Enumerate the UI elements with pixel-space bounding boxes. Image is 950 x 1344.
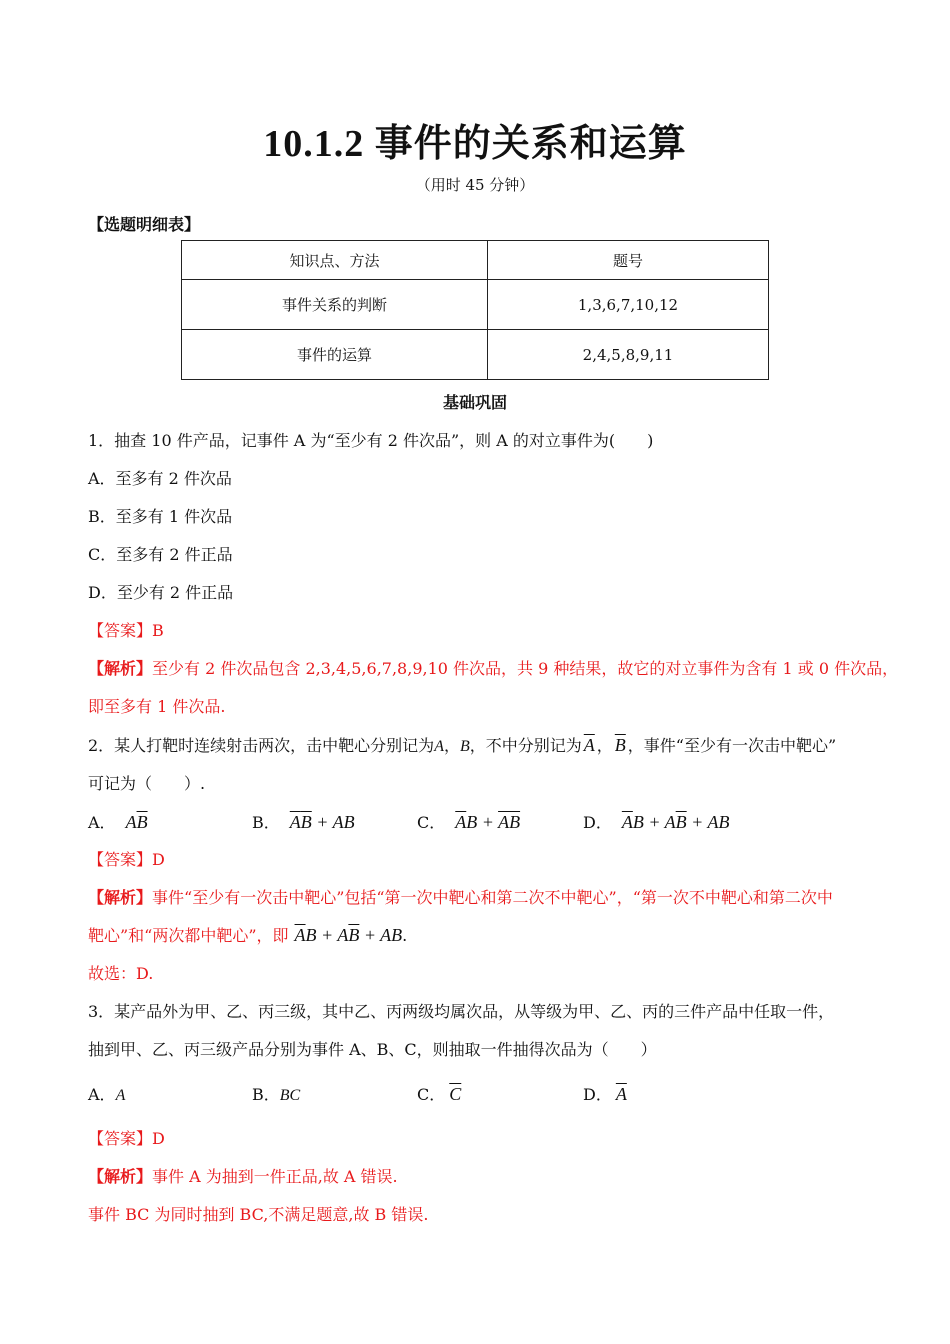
- option-value: $\overline{A}$: [615, 1084, 627, 1104]
- formula: $\overline{A}B + A\overline{B}$ + AB: [621, 812, 730, 832]
- table-cell: 事件的运算: [182, 330, 488, 380]
- analysis-label: 【解析】: [88, 888, 153, 907]
- q3-analysis: [88, 1164, 398, 1187]
- q2-not-b: $\overline{B}$: [614, 735, 626, 755]
- option-label: C．: [417, 813, 446, 832]
- q1-stem: 1．抽查 10 件产品，记事件 A 为“至少有 2 件次品”，则 A 的对立事件为( ): [88, 431, 654, 450]
- q2-option-d: [583, 810, 729, 833]
- q3-answer: 【答案】D: [88, 1129, 165, 1148]
- option-label: A．: [88, 1085, 116, 1104]
- q3-stem: 3．某产品外为甲、乙、丙三级，其中乙、丙两级均属次品，从等级为甲、乙、丙的三件产品中任取一件，: [88, 1002, 835, 1021]
- q2-option-a: [88, 810, 148, 833]
- option-value: $\overline{C}$: [449, 1084, 462, 1104]
- option-label: D．: [583, 813, 612, 832]
- q2-answer: 【答案】D: [88, 850, 165, 869]
- option-label: D．: [583, 1085, 612, 1104]
- q1-answer: 【答案】B: [88, 621, 164, 640]
- option-label: B．: [252, 1085, 280, 1104]
- q2-analysis-line3: 故选：D.: [88, 964, 154, 983]
- table-row: [182, 330, 769, 380]
- q1-analysis-line2: 即至多有 1 件次品.: [88, 697, 226, 716]
- q2-stem-part: ，事件“至少有一次击中靶心”: [627, 736, 837, 755]
- q2-stem-part: 2．某人打靶时连续射击两次，击中靶心分别记为: [88, 736, 435, 755]
- table-row: [182, 280, 769, 330]
- option-label: C．: [417, 1085, 446, 1104]
- q3-analysis-text: 事件 A 为抽到一件正品,故 A 错误.: [152, 1167, 398, 1186]
- q1-option-a: A．至多有 2 件次品: [88, 469, 232, 488]
- table-caption: 【选题明细表】: [88, 215, 201, 234]
- q2-analysis: [88, 885, 833, 908]
- q3-option-c: [417, 1082, 461, 1105]
- q2-stem-line2: 可记为（ ）.: [88, 774, 206, 793]
- table-header-cell: 知识点、方法: [182, 241, 488, 280]
- section-title: 基础巩固: [442, 393, 507, 412]
- topic-table: [181, 240, 769, 380]
- table-header-cell: 题号: [488, 241, 769, 280]
- table-cell: 2,4,5,8,9,11: [488, 330, 769, 380]
- analysis-label: 【解析】: [88, 659, 153, 678]
- analysis-label: 【解析】: [88, 1167, 153, 1186]
- q3-option-a: [88, 1082, 125, 1105]
- q1-analysis-text: 至少有 2 件次品包含 2,3,4,5,6,7,8,9,10 件次品，共 9 种结果，故它的对立事件为含有 1 或 0 件次品，: [152, 659, 899, 678]
- q1-analysis: [88, 656, 898, 679]
- formula: $\overline{A}\overline{B}$ + AB: [289, 812, 355, 832]
- q3-option-d: [583, 1082, 627, 1105]
- table-header-row: [182, 241, 769, 280]
- q3-analysis-line2: 事件 BC 为同时抽到 BC,不满足题意,故 B 错误.: [88, 1205, 429, 1224]
- q2-option-c: [417, 810, 520, 833]
- q2-analysis-text: 事件“至少有一次击中靶心”包括“第一次中靶心和第二次不中靶心”，“第一次不中靶心和第二次中: [152, 888, 833, 907]
- option-value: BC: [279, 1087, 301, 1104]
- page-title: 10.1.2 事件的关系和运算: [263, 123, 687, 165]
- q2-stem: 2．某人打靶时连续射击两次，击中靶心分别记为A，B，不中分别记为 $\overline{A}$ ， $\overline{B}$ ，事件“至少有一次击中靶心”: [88, 735, 837, 755]
- time-limit: （用时 45 分钟）: [415, 176, 535, 194]
- formula: $A\overline{B}$: [125, 812, 148, 832]
- q2-not-a: $\overline{A}$: [583, 735, 595, 755]
- q1-option-b: B．至多有 1 件次品: [88, 507, 233, 526]
- option-value: A: [115, 1087, 126, 1104]
- q2-analysis-text: 靶心”和“两次都中靶心”，即: [88, 926, 289, 945]
- q1-option-c: C．至多有 2 件正品: [88, 545, 233, 564]
- q2-stem-part: ，不中分别记为: [469, 736, 582, 755]
- formula: $\overline{A}B + \overline{AB}$: [455, 812, 521, 832]
- q3-option-b: [252, 1082, 300, 1105]
- q2-comma: ，: [443, 736, 460, 755]
- table-cell: 事件关系的判断: [182, 280, 488, 330]
- formula: $\overline{A}B + A\overline{B}$ + AB: [294, 925, 403, 945]
- table-cell: 1,3,6,7,10,12: [488, 280, 769, 330]
- q2-var-a: A: [434, 738, 444, 755]
- q2-analysis-line2: 靶心”和“两次都中靶心”，即 $\overline{A}B + A\overline{B}$ + AB.: [88, 925, 408, 945]
- q2-option-b: [252, 810, 355, 833]
- option-label: B．: [252, 813, 280, 832]
- q1-option-d: D．至少有 2 件正品: [88, 583, 234, 602]
- q3-stem-line2: 抽到甲、乙、丙三级产品分别为事件 A、B、C，则抽取一件抽得次品为（ ）: [88, 1040, 657, 1059]
- option-label: A．: [88, 813, 116, 832]
- q2-var-b: B: [459, 738, 470, 755]
